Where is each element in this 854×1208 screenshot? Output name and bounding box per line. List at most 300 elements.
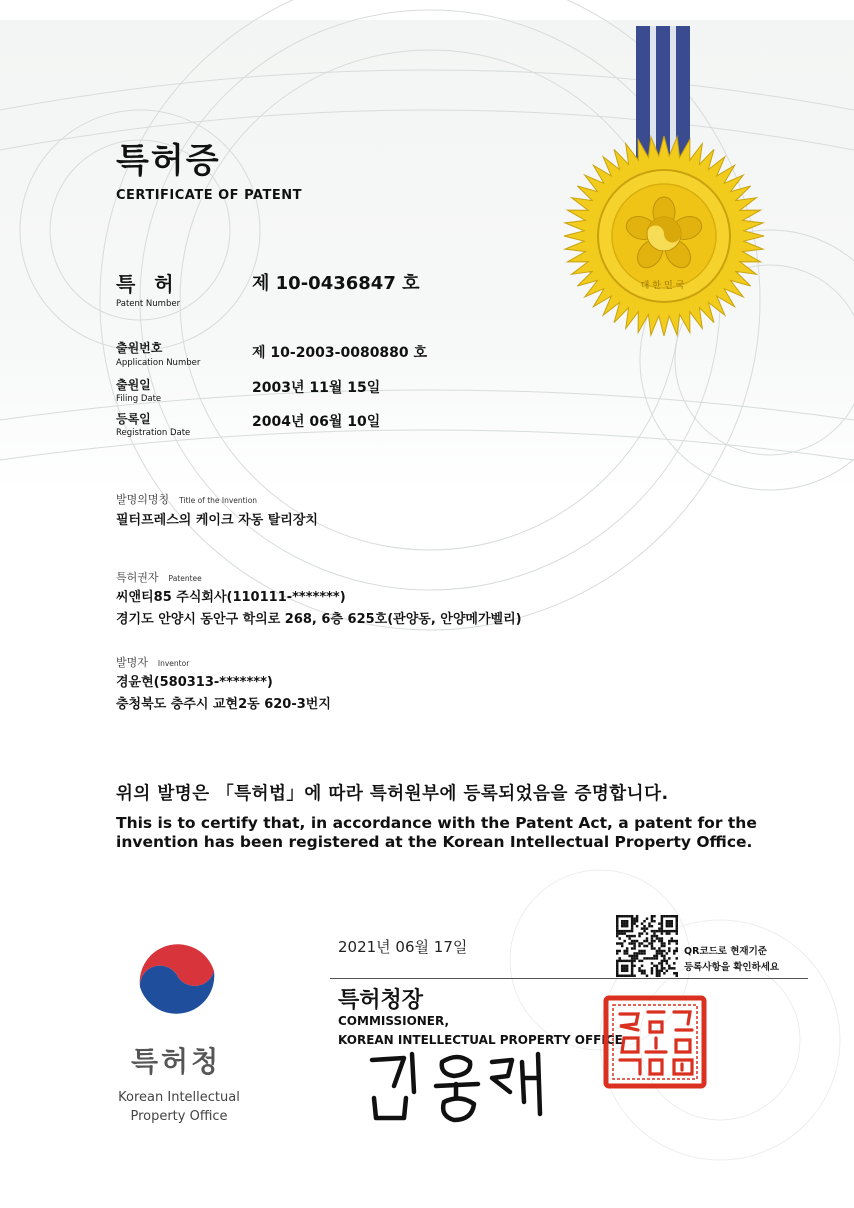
qr-module xyxy=(618,957,620,959)
qr-module xyxy=(651,920,653,922)
qr-module xyxy=(651,970,653,972)
qr-instruction-line1: QR코드로 현재기준 xyxy=(684,946,767,957)
qr-module xyxy=(676,940,678,942)
qr-module xyxy=(628,960,630,962)
qr-module xyxy=(616,950,618,952)
qr-module xyxy=(673,950,675,952)
qr-module xyxy=(641,970,643,972)
qr-module xyxy=(631,920,633,922)
qr-module xyxy=(656,965,658,967)
qr-module xyxy=(646,975,648,977)
kipo-logo-icon xyxy=(130,933,226,1029)
qr-module xyxy=(633,957,635,959)
inventor-address: 충청북도 충주시 교현2동 620-3번지 xyxy=(116,697,331,712)
qr-module xyxy=(623,915,625,917)
qr-module xyxy=(646,957,648,959)
qr-module xyxy=(668,920,670,922)
application-number-label-en: Application Number xyxy=(116,358,201,368)
qr-module xyxy=(653,920,655,922)
qr-module xyxy=(661,915,663,917)
qr-module xyxy=(658,950,660,952)
qr-module xyxy=(643,925,645,927)
qr-module xyxy=(621,945,623,947)
qr-module xyxy=(668,940,670,942)
qr-module xyxy=(651,942,653,944)
qr-module xyxy=(636,920,638,922)
patent-number-label-ko: 특 허 xyxy=(116,272,180,296)
qr-module xyxy=(663,930,665,932)
qr-module xyxy=(673,940,675,942)
qr-module xyxy=(676,927,678,929)
qr-module xyxy=(616,960,618,962)
qr-module xyxy=(671,925,673,927)
qr-module xyxy=(621,942,623,944)
qr-module xyxy=(641,960,643,962)
qr-module xyxy=(676,957,678,959)
qr-module xyxy=(656,967,658,969)
qr-module xyxy=(643,952,645,954)
qr-module xyxy=(658,922,660,924)
commissioner-title-en-line2: KOREAN INTELLECTUAL PROPERTY OFFICE xyxy=(338,1033,623,1047)
qr-module xyxy=(656,930,658,932)
qr-module xyxy=(628,935,630,937)
inventor-label-en: Inventor xyxy=(157,659,190,668)
qr-module xyxy=(656,955,658,957)
qr-module xyxy=(631,930,633,932)
qr-module xyxy=(626,947,628,949)
qr-module xyxy=(626,950,628,952)
qr-module xyxy=(633,940,635,942)
certification-statement-ko: 위의 발명은 「특허법」에 따라 특허원부에 등록되었음을 증명합니다. xyxy=(116,784,669,804)
qr-module xyxy=(618,930,620,932)
qr-module xyxy=(658,952,660,954)
qr-module xyxy=(676,972,678,974)
qr-instruction-line2: 등록사항을 확인하세요 xyxy=(684,962,780,973)
qr-module xyxy=(646,932,648,934)
qr-module xyxy=(616,975,618,977)
qr-module xyxy=(616,920,618,922)
qr-module xyxy=(631,917,633,919)
qr-module xyxy=(661,917,663,919)
qr-module xyxy=(651,945,653,947)
qr-module xyxy=(676,920,678,922)
qr-module xyxy=(626,970,628,972)
qr-module xyxy=(656,937,658,939)
qr-module xyxy=(661,950,663,952)
qr-module xyxy=(666,932,668,934)
invention-label-ko: 발명의명칭 xyxy=(116,493,170,506)
qr-code-icon xyxy=(616,915,678,977)
qr-module xyxy=(651,947,653,949)
qr-module xyxy=(658,962,660,964)
qr-module xyxy=(631,957,633,959)
issue-date: 2021년 06월 17일 xyxy=(338,938,468,956)
qr-module xyxy=(623,940,625,942)
qr-module xyxy=(628,930,630,932)
qr-module xyxy=(626,920,628,922)
qr-module xyxy=(628,937,630,939)
qr-module xyxy=(663,945,665,947)
qr-module xyxy=(666,962,668,964)
qr-module xyxy=(661,937,663,939)
qr-module xyxy=(661,965,663,967)
qr-module xyxy=(616,970,618,972)
qr-module xyxy=(623,930,625,932)
qr-module xyxy=(616,917,618,919)
qr-module xyxy=(633,922,635,924)
filing-date-label-en: Filing Date xyxy=(116,394,162,404)
qr-module xyxy=(658,970,660,972)
qr-module xyxy=(668,950,670,952)
qr-module xyxy=(661,930,663,932)
qr-module xyxy=(621,960,623,962)
qr-module xyxy=(668,967,670,969)
qr-module xyxy=(633,975,635,977)
qr-module xyxy=(616,952,618,954)
qr-module xyxy=(661,945,663,947)
qr-module xyxy=(658,975,660,977)
qr-module xyxy=(671,940,673,942)
qr-module xyxy=(631,947,633,949)
qr-module xyxy=(671,930,673,932)
qr-module xyxy=(623,922,625,924)
qr-module xyxy=(658,930,660,932)
qr-module xyxy=(668,915,670,917)
registration-date-value: 2004년 06월 10일 xyxy=(252,414,381,430)
qr-module xyxy=(663,950,665,952)
inventor-section-heading xyxy=(116,651,189,670)
qr-module xyxy=(676,930,678,932)
qr-module xyxy=(626,965,628,967)
qr-module xyxy=(666,952,668,954)
qr-module xyxy=(658,937,660,939)
qr-module xyxy=(646,940,648,942)
qr-module xyxy=(646,945,648,947)
qr-module xyxy=(651,967,653,969)
qr-module xyxy=(623,932,625,934)
qr-module xyxy=(651,937,653,939)
qr-module xyxy=(668,965,670,967)
qr-module xyxy=(653,957,655,959)
qr-module xyxy=(656,952,658,954)
qr-module xyxy=(651,917,653,919)
certification-statement-en: This is to certify that, in accordance with the Patent Act, a patent for the invention has been registered at the Korean Intellectual Property Office. xyxy=(116,814,757,851)
qr-module xyxy=(638,935,640,937)
qr-module xyxy=(658,947,660,949)
qr-module xyxy=(636,955,638,957)
qr-module xyxy=(648,957,650,959)
qr-module xyxy=(676,925,678,927)
qr-module xyxy=(641,932,643,934)
qr-module xyxy=(673,952,675,954)
qr-module xyxy=(618,915,620,917)
commissioner-title-ko: 특허청장 xyxy=(338,988,424,1013)
qr-module xyxy=(616,922,618,924)
qr-module xyxy=(636,957,638,959)
qr-module xyxy=(653,965,655,967)
qr-module xyxy=(641,942,643,944)
medal-text: 대한민국 xyxy=(640,281,688,291)
qr-module xyxy=(676,915,678,917)
qr-module xyxy=(626,925,628,927)
commissioner-seal-stamp xyxy=(602,994,708,1090)
qr-module xyxy=(653,947,655,949)
certificate-title-ko: 특허증 xyxy=(116,141,221,181)
qr-module xyxy=(616,965,618,967)
qr-module xyxy=(661,962,663,964)
qr-module xyxy=(648,942,650,944)
qr-module xyxy=(663,942,665,944)
qr-module xyxy=(663,967,665,969)
qr-module xyxy=(626,967,628,969)
qr-module xyxy=(636,925,638,927)
qr-module xyxy=(623,970,625,972)
commissioner-title-en-line1: COMMISSIONER, xyxy=(338,1014,450,1028)
qr-module xyxy=(628,975,630,977)
qr-module xyxy=(616,972,618,974)
patentee-section-heading xyxy=(116,566,202,585)
commissioner-signature xyxy=(360,1048,560,1128)
qr-module xyxy=(643,930,645,932)
qr-module xyxy=(671,915,673,917)
qr-module xyxy=(621,965,623,967)
qr-module xyxy=(633,960,635,962)
patent-number-label-en: Patent Number xyxy=(116,299,181,309)
qr-module xyxy=(676,975,678,977)
qr-module xyxy=(673,962,675,964)
qr-module xyxy=(651,940,653,942)
qr-module xyxy=(651,957,653,959)
qr-module xyxy=(666,960,668,962)
qr-module xyxy=(661,932,663,934)
qr-module xyxy=(656,950,658,952)
qr-module xyxy=(631,955,633,957)
qr-module xyxy=(626,915,628,917)
qr-module xyxy=(626,930,628,932)
qr-module xyxy=(631,925,633,927)
qr-module xyxy=(636,917,638,919)
qr-module xyxy=(628,942,630,944)
qr-module xyxy=(638,942,640,944)
qr-module xyxy=(661,955,663,957)
qr-module xyxy=(648,925,650,927)
qr-module xyxy=(661,942,663,944)
qr-module xyxy=(666,930,668,932)
qr-module xyxy=(661,927,663,929)
qr-module xyxy=(626,935,628,937)
qr-module xyxy=(641,922,643,924)
qr-module xyxy=(621,975,623,977)
qr-module xyxy=(653,930,655,932)
qr-module xyxy=(623,965,625,967)
qr-module xyxy=(621,925,623,927)
qr-module xyxy=(643,945,645,947)
qr-module xyxy=(661,952,663,954)
qr-module xyxy=(623,920,625,922)
qr-module xyxy=(631,975,633,977)
qr-module xyxy=(616,930,618,932)
qr-module xyxy=(641,950,643,952)
qr-module xyxy=(663,955,665,957)
qr-module xyxy=(656,935,658,937)
qr-module xyxy=(631,927,633,929)
qr-module xyxy=(651,972,653,974)
qr-module xyxy=(646,937,648,939)
qr-module xyxy=(651,935,653,937)
qr-module xyxy=(643,970,645,972)
qr-module xyxy=(621,932,623,934)
qr-module xyxy=(621,922,623,924)
kipo-name-en: Korean Intellectual Property Office xyxy=(118,1090,240,1124)
qr-module xyxy=(616,932,618,934)
qr-module xyxy=(676,942,678,944)
qr-module xyxy=(668,922,670,924)
qr-module xyxy=(636,940,638,942)
qr-module xyxy=(641,952,643,954)
qr-module xyxy=(631,940,633,942)
qr-module xyxy=(621,967,623,969)
qr-module xyxy=(621,930,623,932)
qr-module xyxy=(631,965,633,967)
qr-module xyxy=(656,975,658,977)
qr-module xyxy=(643,957,645,959)
qr-module xyxy=(636,952,638,954)
qr-module xyxy=(638,960,640,962)
qr-module xyxy=(661,920,663,922)
qr-module xyxy=(668,925,670,927)
qr-module xyxy=(621,920,623,922)
qr-module xyxy=(616,942,618,944)
qr-module xyxy=(651,925,653,927)
qr-module xyxy=(623,960,625,962)
qr-module xyxy=(671,937,673,939)
qr-module xyxy=(676,932,678,934)
qr-module xyxy=(626,960,628,962)
qr-module xyxy=(643,950,645,952)
patentee-address: 경기도 안양시 동안구 학의로 268, 6층 625호(관양동, 안양메가벨리) xyxy=(116,612,522,627)
qr-module xyxy=(673,972,675,974)
qr-module xyxy=(666,925,668,927)
qr-module xyxy=(671,922,673,924)
qr-module xyxy=(633,952,635,954)
qr-module xyxy=(638,970,640,972)
qr-module xyxy=(661,922,663,924)
invention-label-en: Title of the Invention xyxy=(179,496,258,505)
signature-divider xyxy=(330,978,808,979)
qr-module xyxy=(631,935,633,937)
qr-module xyxy=(653,932,655,934)
qr-module xyxy=(638,952,640,954)
qr-module xyxy=(638,932,640,934)
qr-module xyxy=(633,942,635,944)
qr-module xyxy=(668,930,670,932)
qr-module xyxy=(621,970,623,972)
qr-module xyxy=(676,917,678,919)
qr-module xyxy=(618,960,620,962)
qr-module xyxy=(651,930,653,932)
qr-module xyxy=(616,967,618,969)
qr-module xyxy=(621,915,623,917)
qr-module xyxy=(631,972,633,974)
qr-module xyxy=(616,962,618,964)
qr-module xyxy=(631,967,633,969)
qr-module xyxy=(653,940,655,942)
application-number-value: 제 10-2003-0080880 호 xyxy=(252,345,428,361)
qr-module xyxy=(638,950,640,952)
qr-module xyxy=(666,915,668,917)
qr-module xyxy=(671,967,673,969)
qr-module xyxy=(636,915,638,917)
qr-module xyxy=(618,932,620,934)
qr-module xyxy=(668,947,670,949)
qr-module xyxy=(661,940,663,942)
patentee-label-ko: 특허권자 xyxy=(116,571,159,584)
qr-module xyxy=(666,920,668,922)
qr-module xyxy=(628,915,630,917)
qr-module xyxy=(633,945,635,947)
qr-module xyxy=(653,935,655,937)
qr-module xyxy=(673,930,675,932)
qr-module xyxy=(633,955,635,957)
qr-module xyxy=(628,955,630,957)
qr-module xyxy=(663,915,665,917)
qr-module xyxy=(651,915,653,917)
qr-module xyxy=(616,915,618,917)
qr-module xyxy=(633,917,635,919)
qr-module xyxy=(661,967,663,969)
qr-module xyxy=(623,975,625,977)
qr-module xyxy=(643,920,645,922)
qr-module xyxy=(633,920,635,922)
qr-module xyxy=(641,965,643,967)
inventor-label-ko: 발명자 xyxy=(116,656,148,669)
qr-module xyxy=(663,960,665,962)
qr-module xyxy=(676,922,678,924)
qr-module xyxy=(623,967,625,969)
qr-module xyxy=(618,937,620,939)
qr-module xyxy=(663,957,665,959)
qr-module xyxy=(633,965,635,967)
registration-date-label-en: Registration Date xyxy=(116,428,191,438)
qr-module xyxy=(618,950,620,952)
qr-module xyxy=(673,967,675,969)
qr-module xyxy=(616,927,618,929)
qr-module xyxy=(653,915,655,917)
qr-module xyxy=(646,927,648,929)
qr-module xyxy=(668,957,670,959)
qr-module xyxy=(661,925,663,927)
qr-module xyxy=(661,960,663,962)
qr-module xyxy=(631,970,633,972)
qr-module xyxy=(641,972,643,974)
qr-module xyxy=(658,927,660,929)
qr-module xyxy=(663,972,665,974)
qr-module xyxy=(668,942,670,944)
qr-module xyxy=(646,917,648,919)
qr-instruction-text xyxy=(684,944,804,976)
patentee-name: 씨앤티85 주식회사(110111-*******) xyxy=(116,590,346,605)
qr-module xyxy=(666,970,668,972)
qr-module xyxy=(618,975,620,977)
qr-module xyxy=(631,922,633,924)
filing-date-label-ko: 출원일 xyxy=(116,378,151,392)
qr-module xyxy=(656,972,658,974)
qr-module xyxy=(631,960,633,962)
qr-module xyxy=(631,942,633,944)
invention-section-heading xyxy=(116,488,257,507)
qr-module xyxy=(676,947,678,949)
inventor-name: 경윤현(580313-*******) xyxy=(116,675,273,690)
